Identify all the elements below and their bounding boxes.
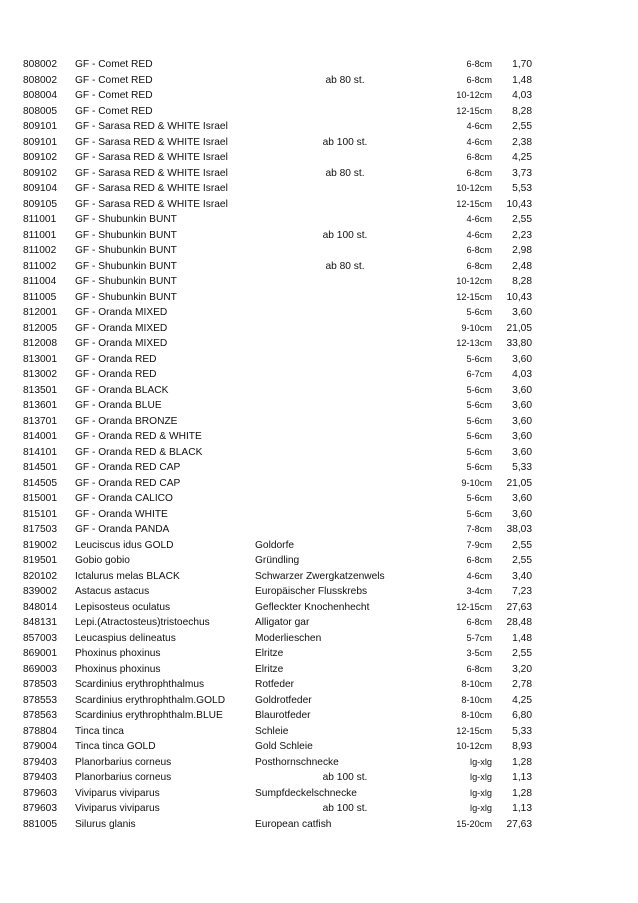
table-row [0,429,638,445]
latin-name: GF - Sarasa RED & WHITE Israel [75,136,228,148]
item-code: 809102 [23,152,57,163]
item-code: 869001 [23,648,57,659]
price: 3,40 [512,570,532,582]
size-range: 9-10cm [461,322,492,333]
latin-name: Scardinius erythrophthalmus [75,679,205,690]
latin-name: Leucaspius delineatus [75,632,176,644]
size-range: 6-8cm [466,59,492,69]
latin-name: GF - Oranda MIXED [75,322,168,334]
latin-name: GF - Oranda CALICO [75,493,173,504]
size-range: 5-6cm [466,384,492,395]
latin-name: GF - Oranda BLUE [75,400,162,411]
size-range: 10-12cm [456,183,492,193]
size-range: 6-8cm [466,617,492,627]
latin-name: Gobio gobio [75,555,130,566]
item-code: 809105 [23,198,57,210]
table-row [0,538,638,554]
table-row [0,259,638,275]
latin-name: GF - Sarasa RED & WHITE Israel [75,167,228,179]
latin-name: GF - Oranda RED & BLACK [75,446,203,458]
quantity-note: ab 80 st. [325,260,365,272]
german-name: European catfish [255,818,332,830]
price: 3,60 [512,446,532,458]
table-row [0,398,638,414]
price: 1,28 [512,787,532,799]
table-row [0,197,638,213]
price: 27,63 [506,818,532,830]
item-code: 813701 [23,415,57,427]
size-range: 3-5cm [466,648,492,658]
size-range: 6-8cm [466,74,492,85]
latin-name: GF - Sarasa RED & WHITE Israel [75,121,228,132]
german-name: Alligator gar [255,617,310,628]
item-code: 811002 [23,260,57,272]
latin-name: GF - Shubunkin BUNT [75,229,177,241]
item-code: 811004 [23,276,57,287]
item-code: 813601 [23,400,57,411]
latin-name: Scardinius erythrophthalm.GOLD [75,694,226,706]
latin-name: Astacus astacus [75,586,150,597]
quantity-note: ab 80 st. [325,74,365,86]
size-range: 5-6cm [466,415,492,426]
table-row [0,569,638,585]
latin-name: GF - Oranda RED [75,369,157,380]
size-range: lg-xlg [470,772,492,782]
price: 5,33 [512,725,532,737]
table-row [0,600,638,616]
price: 10,43 [506,291,532,303]
table-row [0,104,638,120]
latin-name: GF - Oranda BRONZE [75,415,178,427]
price: 1,48 [512,74,532,86]
item-code: 808002 [23,59,57,70]
size-range: 5-6cm [466,353,492,364]
table-row [0,646,638,662]
price: 5,33 [512,462,532,473]
table-row [0,290,638,306]
price-list-table [0,57,638,832]
item-code: 814505 [23,477,57,489]
price: 2,48 [512,260,532,272]
table-row [0,817,638,833]
price: 4,25 [512,694,532,706]
price: 2,55 [512,121,532,132]
latin-name: GF - Oranda RED [75,353,157,365]
table-row [0,522,638,538]
price: 7,23 [512,586,532,597]
size-range: 4-6cm [466,229,492,240]
item-code: 811002 [23,245,57,256]
item-code: 811001 [23,229,57,241]
price: 3,60 [512,384,532,396]
item-code: 811005 [23,291,57,303]
latin-name: GF - Oranda RED CAP [75,477,181,489]
size-range: 7-9cm [466,539,492,550]
price: 2,55 [512,539,532,551]
german-name: Gold Schleie [255,741,313,752]
latin-name: GF - Shubunkin BUNT [75,260,177,272]
size-range: 12-15cm [456,105,492,116]
size-range: 5-6cm [466,431,492,441]
price: 21,05 [506,322,532,334]
latin-name: Tinca tinca GOLD [75,741,156,752]
item-code: 879403 [23,756,57,768]
price: 10,43 [506,198,532,210]
price: 28,48 [506,617,532,628]
german-name: Gründling [255,555,300,566]
item-code: 820102 [23,570,57,582]
latin-name: GF - Oranda BLACK [75,384,169,396]
item-code: 812005 [23,322,57,334]
item-code: 813001 [23,353,57,365]
item-code: 879403 [23,772,57,783]
item-code: 813501 [23,384,57,396]
size-range: 5-6cm [466,493,492,503]
german-name: Posthornschnecke [255,756,339,768]
latin-name: GF - Oranda MIXED [75,338,168,349]
price: 8,28 [512,276,532,287]
latin-name: GF - Oranda PANDA [75,524,170,535]
table-row [0,321,638,337]
table-row [0,631,638,647]
table-row [0,476,638,492]
table-row [0,119,638,135]
latin-name: GF - Shubunkin BUNT [75,276,177,287]
item-code: 814101 [23,446,57,458]
table-row [0,166,638,182]
item-code: 815001 [23,493,57,504]
latin-name: GF - Comet RED [75,105,153,117]
table-row [0,88,638,104]
table-row [0,739,638,755]
price: 1,13 [512,772,532,783]
price: 1,28 [512,756,532,768]
price: 3,60 [512,400,532,411]
price: 38,03 [506,524,532,535]
size-range: 6-8cm [466,663,492,674]
item-code: 819002 [23,539,57,551]
item-code: 879603 [23,787,57,799]
latin-name: GF - Shubunkin BUNT [75,291,177,303]
german-name: Elritze [255,648,284,659]
table-row [0,615,638,631]
price: 1,48 [512,632,532,644]
item-code: 809104 [23,183,57,194]
price: 2,38 [512,136,532,148]
table-row [0,274,638,290]
item-code: 839002 [23,586,57,597]
table-row [0,786,638,802]
german-name: Elritze [255,663,284,675]
german-name: Schleie [255,725,289,737]
table-row [0,228,638,244]
quantity-note: ab 100 st. [322,229,368,241]
table-row [0,243,638,259]
size-range: 4-6cm [466,214,492,224]
item-code: 809101 [23,136,57,148]
size-range: 10-12cm [456,276,492,286]
size-range: 12-15cm [456,291,492,302]
price: 2,55 [512,214,532,225]
size-range: 8-10cm [461,694,492,705]
table-row [0,212,638,228]
german-name: Goldrotfeder [255,694,312,706]
table-row [0,553,638,569]
latin-name: GF - Comet RED [75,74,153,86]
size-range: 12-15cm [456,601,492,612]
table-row [0,693,638,709]
item-code: 878503 [23,679,57,690]
size-range: 4-6cm [466,136,492,147]
price: 8,93 [512,741,532,752]
item-code: 812001 [23,307,57,318]
size-range: 6-8cm [466,167,492,178]
item-code: 848014 [23,601,57,613]
size-range: 10-12cm [456,90,492,100]
quantity-note: ab 100 st. [322,772,368,783]
price: 2,98 [512,245,532,256]
item-code: 848131 [23,617,57,628]
german-name: Blaurotfeder [255,710,311,721]
price: 21,05 [506,477,532,489]
size-range: 4-6cm [466,570,492,581]
price: 4,03 [512,90,532,101]
german-name: Goldorfe [255,539,295,551]
latin-name: GF - Sarasa RED & WHITE Israel [75,198,228,210]
item-code: 811001 [23,214,57,225]
latin-name: GF - Oranda MIXED [75,307,168,318]
german-name: Schwarzer Zwergkatzenwels [255,570,385,582]
size-range: 7-8cm [466,524,492,534]
table-row [0,460,638,476]
price: 3,73 [512,167,532,179]
price: 2,23 [512,229,532,241]
size-range: 5-6cm [466,508,492,519]
latin-name: Lepi.(Atractosteus)tristoechus [75,617,210,628]
item-code: 879004 [23,741,57,752]
item-code: 878553 [23,694,57,706]
size-range: 6-8cm [466,245,492,255]
table-row [0,352,638,368]
size-range: 5-6cm [466,400,492,410]
size-range: lg-xlg [470,787,492,798]
latin-name: Phoxinus phoxinus [75,663,161,675]
table-row [0,57,638,73]
size-range: 15-20cm [456,818,492,829]
price: 27,63 [506,601,532,613]
item-code: 857003 [23,632,57,644]
quantity-note: ab 80 st. [325,167,365,179]
german-name: Moderlieschen [255,632,322,644]
latin-name: Lepisosteus oculatus [75,601,171,613]
size-range: 3-4cm [466,586,492,596]
german-name: Europäischer Flusskrebs [255,586,368,597]
price: 1,13 [512,803,532,814]
latin-name: Viviparus viviparus [75,787,160,799]
price: 1,70 [512,59,532,70]
price: 5,53 [512,183,532,194]
latin-name: Leuciscus idus GOLD [75,539,174,551]
size-range: 9-10cm [461,477,492,488]
item-code: 869003 [23,663,57,675]
table-row [0,708,638,724]
price: 3,60 [512,508,532,520]
size-range: 6-8cm [466,260,492,271]
item-code: 814001 [23,431,57,442]
price: 3,60 [512,353,532,365]
size-range: 5-6cm [466,462,492,472]
item-code: 819501 [23,555,57,566]
item-code: 808002 [23,74,57,86]
table-row [0,383,638,399]
german-name: Gefleckter Knochenhecht [255,601,370,613]
quantity-note: ab 100 st. [322,803,368,814]
latin-name: GF - Sarasa RED & WHITE Israel [75,152,228,163]
table-row [0,73,638,89]
table-row [0,801,638,817]
german-name: Sumpfdeckelschnecke [255,787,357,799]
latin-name: GF - Shubunkin BUNT [75,214,177,225]
latin-name: Silurus glanis [75,818,136,830]
latin-name: Planorbarius corneus [75,772,172,783]
item-code: 809102 [23,167,57,179]
item-code: 809101 [23,121,57,132]
table-row [0,755,638,771]
item-code: 878804 [23,725,57,737]
latin-name: GF - Oranda WHITE [75,508,168,520]
size-range: 6-8cm [466,152,492,162]
table-row [0,770,638,786]
size-range: lg-xlg [470,756,492,767]
item-code: 881005 [23,818,57,830]
item-code: 817503 [23,524,57,535]
item-code: 812008 [23,338,57,349]
table-row [0,491,638,507]
price: 3,60 [512,307,532,318]
latin-name: GF - Comet RED [75,90,153,101]
price: 4,03 [512,369,532,380]
item-code: 879603 [23,803,57,814]
size-range: 12-13cm [456,338,492,348]
size-range: 5-7cm [466,632,492,643]
size-range: 12-15cm [456,198,492,209]
size-range: 6-7cm [466,369,492,379]
table-row [0,445,638,461]
price: 3,60 [512,431,532,442]
size-range: 4-6cm [466,121,492,131]
table-row [0,181,638,197]
size-range: 8-10cm [461,679,492,689]
table-row [0,414,638,430]
item-code: 815101 [23,508,57,520]
table-row [0,305,638,321]
table-row [0,135,638,151]
size-range: 10-12cm [456,741,492,751]
table-row [0,150,638,166]
size-range: 12-15cm [456,725,492,736]
latin-name: GF - Oranda RED CAP [75,462,181,473]
table-row [0,367,638,383]
latin-name: GF - Shubunkin BUNT [75,245,177,256]
german-name: Rotfeder [255,679,295,690]
size-range: 5-6cm [466,446,492,457]
latin-name: Planorbarius corneus [75,756,172,768]
table-row [0,507,638,523]
latin-name: Viviparus viviparus [75,803,160,814]
price: 3,20 [512,663,532,675]
price: 6,80 [512,710,532,721]
item-code: 814501 [23,462,57,473]
latin-name: Tinca tinca [75,725,124,737]
price: 33,80 [506,338,532,349]
price: 2,55 [512,555,532,566]
latin-name: Ictalurus melas BLACK [75,570,180,582]
latin-name: GF - Sarasa RED & WHITE Israel [75,183,228,194]
item-code: 808005 [23,105,57,117]
latin-name: GF - Comet RED [75,59,153,70]
size-range: lg-xlg [470,803,492,813]
item-code: 813002 [23,369,57,380]
price: 8,28 [512,105,532,117]
table-row [0,584,638,600]
size-range: 6-8cm [466,555,492,565]
table-row [0,677,638,693]
latin-name: Phoxinus phoxinus [75,648,161,659]
quantity-note: ab 100 st. [322,136,368,148]
latin-name: GF - Oranda RED & WHITE [75,431,202,442]
table-row [0,662,638,678]
size-range: 8-10cm [461,710,492,720]
price: 3,60 [512,415,532,427]
price: 2,55 [512,648,532,659]
item-code: 808004 [23,90,57,101]
price: 2,78 [512,679,532,690]
price: 4,25 [512,152,532,163]
price: 3,60 [512,493,532,504]
table-row [0,724,638,740]
table-row [0,336,638,352]
size-range: 5-6cm [466,307,492,317]
latin-name: Scardinius erythrophthalm.BLUE [75,710,223,721]
item-code: 878563 [23,710,57,721]
